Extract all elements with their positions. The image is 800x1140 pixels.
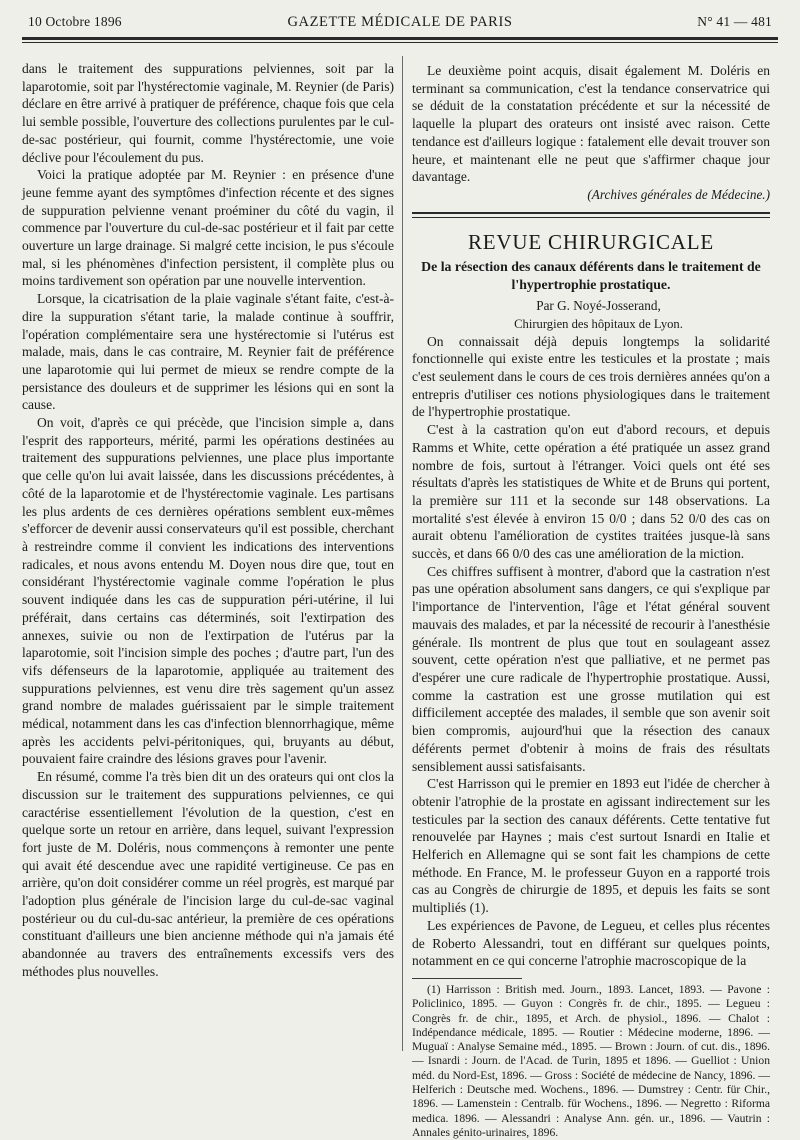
header-rule-thin — [22, 42, 778, 43]
paragraph: Lorsque, la cicatrisation de la plaie vaginale s'étant faite, c'est-à-dire la suppuration s'étant tarie, la malade continue à souffrir, l'opération complémentaire sera une hystérectomie si l'utérus est malade, mais, dans le cas contraire, M. Reynier fait de préférence une laparotomie qui lui permet de mieux se rendre compte de la persistance des douleurs et de supprimer les lésions qui en sont la cause. — [22, 291, 394, 413]
section-rule-thin — [412, 217, 770, 218]
issue-date: 10 Octobre 1896 — [28, 14, 122, 29]
paragraph: On connaissait déjà depuis longtemps la solidarité fonctionnelle qui existe entre les testicules et la prostate ; mais c'est seulement dans le cours de ces trois dernières années qu'on a entrepris d'utiliser ces notions physiologiques dans le traitement de l'hypertrophie prostatique. — [412, 333, 770, 420]
intro-paragraph: Le deuxième point acquis, disait également M. Doléris en terminant sa communication, c'est la tendance conservatrice qui se déduit de la constatation précédente et sur la nécessité de laquelle la plupart des orateurs ont insisté avec raison. Cette tendance est d'ailleurs logique : fatalement elle devait trouver son heure, et maintenant elle ne peut que s'affirmer chaque jour davantage. — [412, 63, 770, 185]
paragraph: Les expériences de Pavone, de Legueu, et celles plus récentes de Roberto Alessandri, tout en différant sur quelques points, notamment en ce qui concerne l'atrophie macroscopique de la — [412, 917, 770, 969]
header-rule — [22, 37, 778, 40]
paragraph: dans le traitement des suppurations pelviennes, soit par la laparotomie, soit par l'hystérectomie vaginale, M. Reynier (de Paris) déclare en être arrivé à pratiquer de préférence, chaque fois que cela lui semble possible, l'ouverture des collections purulentes par le cul-de-sac postérieur, qui fournit, comme l'hystérectomie, une voie déclive pour l'écoulement du pus. — [22, 61, 394, 165]
left-column — [22, 60, 394, 981]
footnote-rule — [412, 978, 522, 979]
article-author: Par G. Noyé-Josserand, — [536, 297, 661, 313]
paragraph: Voici la pratique adoptée par M. Reynier : en présence d'une jeune femme ayant des symptômes d'infection récente et des signes de suppuration pelvienne venant proéminer du côté du vagin, il commence par l'ouverture du cul-de-sac postérieur et il fait par cette ouverture un large drainage. Si malgré cette incision, le pus s'écoule mal, si les phénomènes d'infection persistent, il complète plus ou moins tardivement son opération par une nouvelle intervention. — [22, 167, 394, 289]
page-header — [28, 12, 772, 34]
paragraph: En résumé, comme l'a très bien dit un des orateurs qui ont clos la discussion sur le traitement des suppurations pelviennes, ce qui caractérise essentiellement l'évolution de la question, c'est en quelque sorte un retour en arrière, dans lequel, suivant l'expression fort juste de M. Doléris, nous commençons à remonter une pente qui avait été descendue avec une rapidité vertigineuse. Ce pas en arrière, qu'on doit considérer comme un réel progrès, est marqué par l'adoption plus générale de l'incision large du cul-de-sac vaginal postérieur ou du cul-du-sac antérieur, la première de ces opérations constituant d'ailleurs une bien ancienne méthode qui n'a jamais été abandonnée au travers des entraînements excessifs vers des méthodes plus nouvelles. — [22, 769, 394, 979]
column-divider — [402, 56, 403, 1051]
journal-title: GAZETTE MÉDICALE DE PARIS — [287, 14, 513, 30]
right-column — [412, 62, 770, 1140]
section-title: REVUE CHIRURGICALE — [468, 229, 714, 254]
paragraph: C'est Harrisson qui le premier en 1893 eut l'idée de chercher à obtenir l'atrophie de la prostate en agissant indirectement sur les testicules par la section des canaux déférents. Cette tentative fut renouvelée par Haynes ; mais c'est surtout Isnardi en Italie et Helferich en Allemagne qui se sont fait les champions de cette méthode. En France, M. le professeur Guyon en a rapporté trois cas au Congrès de chirurgie de 1895, et depuis les faits se sont multipliés (1). — [412, 776, 770, 916]
author-affiliation: Chirurgien des hôpitaux de Lyon. — [514, 316, 683, 331]
footnote: (1) Harrisson : British med. Journ., 1893. Lancet, 1893. — Pavone : Policlinico, 1895. — Guyon : Congrès fr. de chir., 1895. — Legueu : Congrès fr. de chir., 1895, et Arch. de physiol., 1896. — Chalot : Indépendance médicale, 1895. — Routier : Médecine moderne, 1896. — Muguaï : Analyse Semaine méd., 1895. — Brown : Journ. of cut. dis., 1896. — Isnardi : Journ. de l'Acad. de Turin, 1895 et 1896. — Guelliot : Union méd. du Nord-Est, 1896. — Gross : Société de médecine de Nancy, 1896. — Helferich : Deutsche med. Wochens., 1896. — Dumstrey : Centr. für Chir., 1896. — Lamenstein : Centralb. für Wochens., 1896. — Negretto : Riforma medica. 1896. — Alessandri : Analyse Ann. gén. ur., 1896. — Vautrin : Annales génito-urinaires, 1896. — [412, 982, 770, 1139]
section-rule — [412, 212, 770, 214]
paragraph: C'est à la castration qu'on eut d'abord recours, et depuis Ramms et White, cette opération a été pratiquée un assez grand nombre de fois, surtout à l'étranger. Voici quels ont été ses résultats d'après les statistiques de White et de Bruns qui portent, la première sur 111 et la seconde sur 148 observations. La mortalité s'est élevée à environ 15 0/0 ; dans 52 0/0 des cas on aurait obtenu l'amélioration de cystites traitées jusque-là sans succès, et dans 66 0/0 des cas une amélioration de la miction. — [412, 422, 770, 562]
source-citation: (Archives générales de Médecine.) — [587, 186, 770, 202]
paragraph: Ces chiffres suffisent à montrer, d'abord que la castration n'est pas une opération absolument sans dangers, ce qui s'explique par l'importance de l'intervention, l'âge et l'état général souvent mauvais des malades, et par la nécessité de recourir à l'anesthésie générale. Ils montrent de plus que tout en soulageant assez souvent, cette opération n'est que palliative, et ne permet pas d'espérer une cure radicale de l'hypertrophie prostatique. Aussi, comme la castration est une grosse mutilation qui est difficilement acceptée des malades, il semble que son avenir soit bien compromis, aujourd'hui que la résection des canaux déférents permet d'obtenir à moins de frais des résultats sensiblement aussi satisfaisants. — [412, 563, 770, 774]
paragraph: On voit, d'après ce qui précède, que l'incision simple a, dans l'esprit des rapporteurs, mérité, parmi les opérations destinées au traitement des suppurations pelviennes, une place plus importante que celle qu'on lui avait laissée, dans les discussions précédentes, à côté de la laparotomie et de l'hystérectomie vaginale. Les partisans les plus ardents de ces dernières opérations semblent eux-mêmes s'efforcer de devenir aussi conservateurs qu'il est possible, cherchant à restreindre comme il convient les indications des interventions radicales, et nous avons entendu M. Doyen nous dire que, tout en considérant l'hystérectomie vaginale comme l'opération le plus souvent indiquée dans les cas de suppuration péri-utérine, il lui préférait, dans certains cas déterminés, soit l'extirpation des annexes, suivie ou non de l'extirpation de l'utérus par la laparotomie, soit l'incision simple des poches ; d'autre part, l'un des vifs défenseurs de la laparotomie, appliquée au traitement des suppurations pelviennes, est venu dire très sagement qu'un assez grand nombre de malades guérissaient par le simple traitement médical, notamment dans les cas d'infection blennorrhagique, même après les accidents pelvi-péritoniques, qui, bruyants au début, pouvaient faire craindre des lésions graves pour l'avenir. — [22, 415, 394, 767]
issue-number: N° 41 — 481 — [697, 14, 772, 29]
article-title: De la résection des canaux déférents dans le traitement de l'hypertrophie prostatique. — [421, 258, 761, 292]
